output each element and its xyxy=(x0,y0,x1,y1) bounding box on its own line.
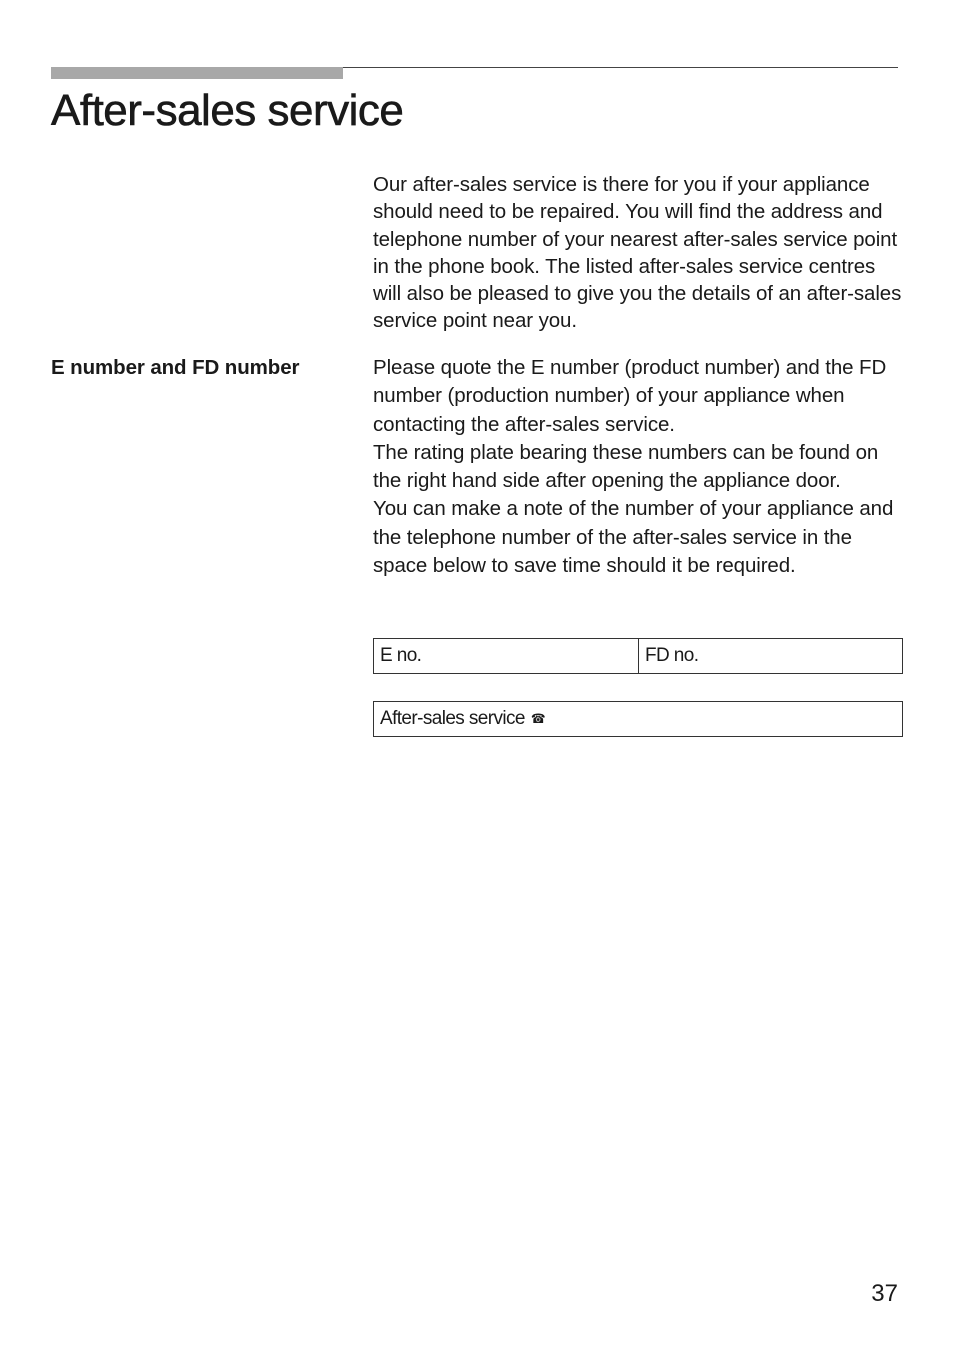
telephone-icon: ☎ xyxy=(530,711,545,726)
appliance-number-fields xyxy=(373,638,903,674)
section-heading-e-number: E number and FD number xyxy=(51,356,300,379)
page-title: After-sales service xyxy=(51,86,404,135)
intro-paragraph: Our after-sales service is there for you if your appliance should need to be repaired. You will find the address and telephone number of your nearest after-sales service point in the phone book. The listed after-sales service centres will also be pleased to give you the details of an after-sales service point near you. xyxy=(373,173,902,333)
e-number-paragraph-1: Please quote the E number (product number) and the FD number (production number) of your appliance when contacting the after-sales service. xyxy=(373,356,887,436)
e-no-field[interactable] xyxy=(373,638,638,674)
e-number-paragraph-3: You can make a note of the number of your appliance and the telephone number of the after-sales service in the space below to save time should it be required. xyxy=(373,497,894,578)
fd-no-field[interactable] xyxy=(638,638,903,674)
page-number: 37 xyxy=(871,1280,898,1307)
fd-no-label: FD no. xyxy=(645,645,699,666)
service-phone-row xyxy=(373,701,903,737)
e-number-body xyxy=(373,354,908,580)
header-rule-accent xyxy=(51,67,343,79)
e-number-paragraph-2: The rating plate bearing these numbers can be found on the right hand side after opening the appliance door. xyxy=(373,440,879,493)
service-phone-label: After-sales service xyxy=(380,708,525,729)
e-no-label: E no. xyxy=(380,645,422,666)
service-phone-field[interactable] xyxy=(373,701,903,737)
